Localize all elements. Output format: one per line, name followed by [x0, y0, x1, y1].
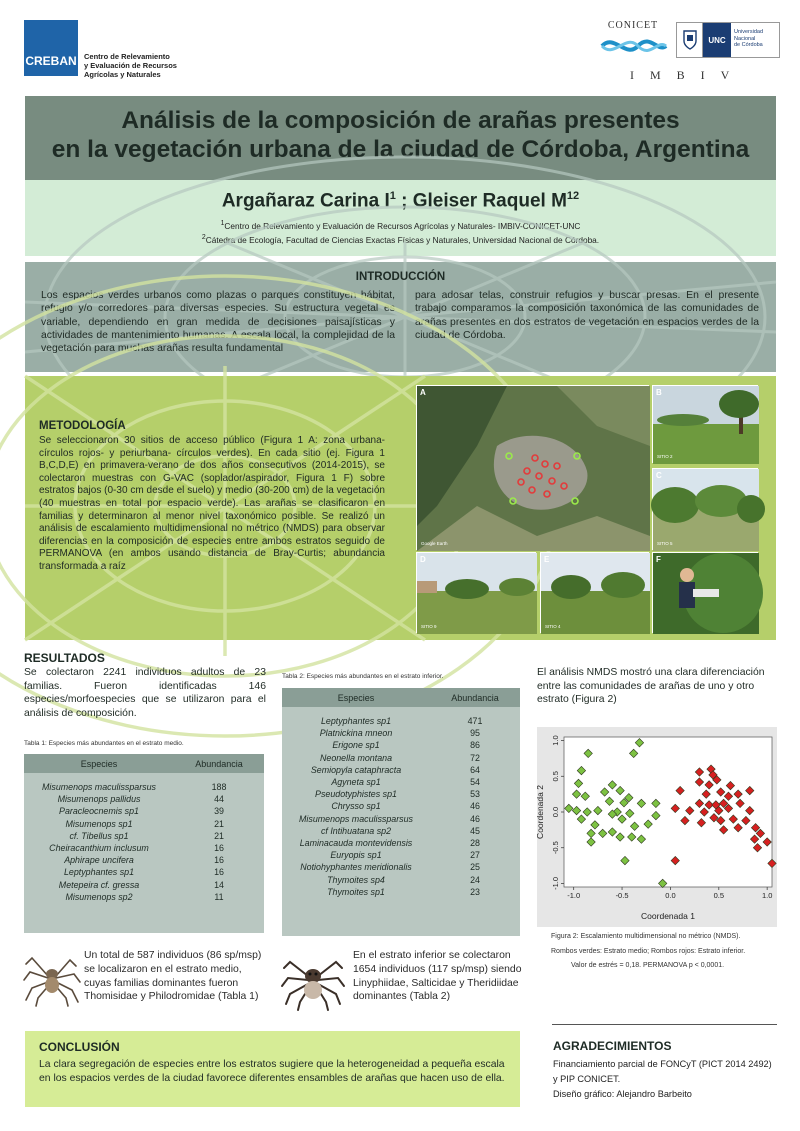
unc-name	[731, 23, 779, 57]
figure-1e-photo	[540, 552, 649, 633]
nmds-text: El análisis NMDS mostró una clara diferenciación entre las comunidades de arañas de uno y otro estrato (Figura 2)	[537, 667, 765, 705]
methods-text: Se seleccionaron 30 sitios de acceso público (Figura 1 A: zona urbana- círculos rojos- y periurbana- círculos verdes). En cada sitio (ej. Figura 1 B,C,D,E) en primavera-verano de dos años consecutivos (2014-2015), se colectaron muestras con G-VAC (soplador/aspirador, Figura 1 F) sobre estratos bajos (0-30 cm desde el suelo) y medio (30-200 cm) de la vegetación (40 muestras en total por espacio verde). Las arañas se clasificaron en familias y determinaron al menor nivel taxonómico posible. Se realizó un análisis de escalamiento multidimensional no métrico (NMDS) para observar diferencias en la composición de especies entre ambos estratos seguido de PERMANOVA (en ambos usando distancia de Bray-Curtis; abundancia transformada a raíz	[39, 435, 385, 572]
conclusion-section	[25, 1031, 520, 1107]
table-row	[282, 727, 520, 739]
photo-label-c: C	[656, 471, 662, 480]
author-2: ; Gleiser Raquel M	[395, 190, 567, 212]
photo-label-b: B	[656, 388, 662, 397]
author-1: Argañaraz Carina I	[221, 190, 390, 212]
affiliation-1-marker: 1	[220, 220, 225, 228]
x-tick-label: 1.0	[761, 891, 773, 900]
table-1-caption: Tabla 1: Especies más abundantes en el estrato medio.	[24, 740, 184, 747]
species-cell: Neonella montana	[319, 752, 393, 763]
creban-line: y Evaluación de Recursos	[84, 61, 177, 70]
abundance-cell: 54	[470, 777, 480, 788]
abundance-cell: 72	[470, 752, 480, 763]
satellite-map-image	[417, 386, 650, 551]
abundance-cell: 16	[214, 867, 224, 878]
abundance-cell: 95	[470, 728, 480, 739]
species-cell: Cheiracanthium inclusum	[49, 843, 149, 854]
methods-heading: METODOLOGÍA	[39, 420, 126, 432]
conclusion-text: La clara segregación de especies entre los estratos sugiere que la heterogeneidad a pequeña escala en los espacios verdes de la ciudad favorece diferentes ensambles de arañas que hacen uso de ella.	[39, 1059, 505, 1084]
conicet-logo	[596, 20, 670, 62]
x-tick-label: -1.0	[567, 891, 581, 900]
species-cell: Agyneta sp1	[331, 777, 381, 788]
table-2-body	[282, 707, 520, 898]
abundance-cell: 471	[467, 716, 483, 726]
abundance-cell: 46	[470, 801, 480, 812]
lower-stratum-summary: En el estrato inferior se colectaron 1654 individuos (117 sp/msp) siendo Linyphiidae, Salticidae y Theridiidae dominantes (Tabla 2)	[353, 950, 522, 1003]
intro-text-left: Los espacios verdes urbanos como plazas o parques constituyen hábitat, refugio y/o corredores para diversas especies. Su estructura vegetal es variable, dependiendo en gran medida de decisiones paisajísticas y actividades de mantenimiento humanas. A escala local, la complejidad de la vegetación para muchas arañas resulta fundamental	[41, 290, 395, 355]
park-photo-image	[541, 553, 650, 634]
species-cell: Euryopis sp1	[330, 850, 382, 861]
photo-site-d: SITIO 9	[421, 624, 437, 629]
acknowledgement-funding: Financiamiento parcial de FONCyT (PICT 2014 2492) y PIP CONICET.	[553, 1059, 772, 1084]
column-header-abundance: Abundancia	[451, 692, 499, 703]
species-cell: Misumenops maculissparsus	[42, 782, 156, 792]
table-2	[282, 688, 520, 936]
species-cell: Misumenops sp1	[65, 818, 133, 829]
middle-stratum-summary: Un total de 587 individuos (86 sp/msp) se localizaron en el estrato medio, cuyas familias dominantes fueron Thomisidae y Philodromidae (Tabla 1)	[84, 950, 262, 1003]
table-row	[282, 788, 520, 800]
abundance-cell: 53	[470, 789, 480, 800]
table-row	[282, 813, 520, 825]
results-heading: RESULTADOS	[24, 651, 105, 665]
abundance-cell: 44	[214, 794, 224, 805]
table-row	[24, 854, 264, 866]
table-row	[24, 793, 264, 805]
y-tick-label: 0.0	[551, 806, 560, 818]
abundance-cell: 45	[470, 825, 480, 836]
abundance-cell: 46	[470, 813, 480, 824]
unc-abbr: UNC	[703, 23, 731, 57]
table-row	[282, 764, 520, 776]
species-cell: Leptyphantes sp1	[63, 867, 135, 878]
table-row	[24, 842, 264, 854]
acknowledgement-design: Diseño gráfico: Alejandro Barbeito	[553, 1089, 692, 1099]
column-header-species: Especies	[337, 692, 375, 703]
conicet-word: CONICET	[607, 20, 659, 31]
table-row	[282, 837, 520, 849]
species-cell: Laminacauda montevidensis	[299, 838, 413, 849]
affiliation-2-text: Cátedra de Ecología, Facultad de Ciencias Exactas Físicas y Naturales, Universidad Nacional de Córdoba.	[205, 234, 600, 245]
species-cell: Thymoites sp1	[327, 886, 385, 897]
park-photo-image	[417, 553, 537, 634]
title-band	[25, 96, 776, 180]
caption-line: Valor de estrés = 0,18. PERMANOVA p < 0,0001.	[571, 962, 725, 969]
caption-line: Figura 2: Escalamiento multidimensional no métrico (NMDS).	[551, 933, 741, 940]
acknowledgements-divider	[552, 1024, 777, 1025]
conclusion-heading: CONCLUSIÓN	[39, 1040, 120, 1054]
affiliation-2-marker: 2	[201, 234, 206, 242]
caption-line: Rombos verdes: Estrato medio; Rombos rojos: Estrato inferior.	[551, 947, 746, 955]
species-cell: Semiopyla cataphracta	[310, 764, 402, 775]
species-cell: Aphirape uncifera	[64, 855, 134, 866]
photo-site-c: SITIO 5	[657, 541, 673, 546]
species-cell: Misumenops pallidus	[57, 794, 141, 805]
affiliation-1-text: Centro de Relevamiento y Evaluación de Recursos Agrícolas y Naturales- IMBIV-CONICET-UNC	[224, 221, 581, 232]
conicet-mark-icon	[596, 35, 670, 57]
author-1-affil: 1	[389, 190, 396, 202]
acknowledgements-text	[553, 1057, 777, 1102]
figure-1b-photo	[652, 385, 758, 463]
unc-line: Universidad	[734, 29, 764, 35]
table-row	[24, 830, 264, 842]
intro-section	[25, 262, 776, 372]
unc-line: de Córdoba	[734, 42, 763, 48]
figure-2-caption	[551, 930, 781, 974]
affiliation-1	[25, 218, 776, 232]
nmds-scatter-chart	[537, 727, 777, 927]
table-row	[24, 805, 264, 817]
acknowledgements-heading: AGRADECIMIENTOS	[553, 1039, 672, 1053]
photo-site-b: SITIO 2	[657, 454, 673, 459]
x-tick-label: -0.5	[615, 891, 629, 900]
abundance-cell: 23	[470, 886, 480, 897]
table-row	[282, 752, 520, 764]
creban-name	[84, 52, 177, 79]
poster-title-line-1: Análisis de la composición de arañas presentes	[121, 107, 680, 134]
abundance-cell: 21	[214, 818, 224, 829]
species-cell: Chrysso sp1	[331, 801, 381, 812]
species-cell: Paracleocnemis sp1	[59, 806, 139, 817]
creban-line: Centro de Relevamiento	[84, 52, 170, 61]
table-row	[282, 825, 520, 837]
abundance-cell: 27	[470, 850, 480, 861]
photo-site-e: SITIO 4	[545, 624, 561, 629]
species-cell: Thymoites sp4	[327, 874, 385, 885]
species-cell: cf. Tibellus sp1	[69, 830, 129, 841]
abundance-cell: 24	[470, 874, 480, 885]
x-axis-label: Coordenada 1	[641, 911, 695, 921]
creban-logo	[24, 20, 78, 76]
unc-shield-icon	[677, 23, 703, 57]
table-row	[24, 879, 264, 891]
results-text: Se colectaron 2241 individuos adultos de 23 familias. Fueron identificadas 146 especies/morfoespecies que se utilizaron para el análisis de composición.	[24, 667, 266, 719]
x-tick-label: 0.5	[713, 891, 725, 900]
table-2-caption: Tabla 2: Especies más abundantes en el estrato inferior.	[282, 673, 444, 680]
table-row	[282, 800, 520, 812]
intro-heading: INTRODUCCIÓN	[355, 271, 446, 283]
author-2-affil: 12	[566, 190, 580, 202]
y-tick-label: 0.5	[551, 771, 560, 782]
abundance-cell: 14	[214, 879, 224, 890]
poster-title-line-2: en la vegetación urbana de la ciudad de Córdoba, Argentina	[51, 136, 750, 163]
species-cell: Metepeira cf. gressa	[58, 879, 140, 890]
table-2-header	[282, 688, 520, 707]
abundance-cell: 16	[214, 855, 224, 866]
table-row	[282, 739, 520, 751]
abundance-cell: 21	[214, 830, 224, 841]
table-1	[24, 754, 264, 933]
affiliation-2	[25, 232, 776, 246]
abundance-cell: 188	[211, 782, 227, 792]
abundance-cell: 25	[470, 862, 480, 873]
nmds-figure	[537, 727, 777, 927]
y-tick-label: -1.0	[551, 876, 560, 890]
x-tick-label: 0.0	[665, 891, 676, 900]
species-cell: Platnickina mneon	[319, 728, 393, 739]
park-photo-image	[653, 386, 759, 464]
authors-band	[25, 180, 776, 256]
unc-logo	[676, 22, 780, 58]
imbiv-logo: IMBIV	[630, 68, 746, 82]
species-cell: Erigone sp1	[332, 740, 380, 751]
table-row	[24, 866, 264, 878]
abundance-cell: 11	[214, 891, 224, 902]
species-cell: Notiohyphantes meridionalis	[300, 862, 412, 873]
map-credit: Google Earth	[421, 541, 448, 546]
table-row	[282, 849, 520, 861]
species-cell: Leptyphantes sp1	[320, 716, 392, 726]
table-row	[282, 861, 520, 873]
species-cell: Misumenops maculissparsus	[299, 813, 413, 824]
creban-line: Agrícolas y Naturales	[84, 70, 161, 79]
y-axis-label: Coordenada 2	[535, 785, 545, 839]
table-row	[24, 781, 264, 793]
figure-1c-photo	[652, 468, 758, 550]
methods-section	[25, 376, 776, 640]
species-cell: Pseudotyphistes sp1	[315, 789, 397, 800]
table-row	[282, 874, 520, 886]
abundance-cell: 86	[470, 740, 480, 751]
column-header-species: Especies	[80, 758, 118, 769]
species-cell: Misumenops sp2	[65, 891, 133, 902]
table-row	[282, 776, 520, 788]
abundance-cell: 28	[470, 838, 480, 849]
table-row	[282, 715, 520, 727]
species-cell: cf Intihuatana sp2	[320, 825, 392, 836]
y-tick-label: 1.0	[551, 735, 560, 746]
sampling-photo-image	[653, 553, 759, 634]
abundance-cell: 16	[214, 843, 224, 854]
photo-label-f: F	[656, 555, 661, 564]
unc-line: Nacional	[734, 35, 756, 42]
table-row	[24, 818, 264, 830]
figure-1a-map	[416, 385, 649, 550]
photo-label-d: D	[420, 555, 426, 564]
table-row	[24, 891, 264, 903]
table-row	[282, 886, 520, 898]
abundance-cell: 39	[214, 806, 224, 817]
photo-label-e: E	[544, 555, 550, 564]
salticidae-spider-icon	[280, 954, 346, 1010]
intro-text-right: para adosar telas, construir refugios y buscar presas. En el presente trabajo comparamos la composición taxonómica de las comunidades de arañas presentes en dos estratos de vegetación en espacios verdes de la ciudad de Córdoba.	[415, 290, 759, 341]
creban-logo-text: CREBAN	[25, 54, 77, 68]
thomisidae-spider-icon	[24, 954, 80, 1006]
figure-1f-photo	[652, 552, 758, 633]
figure-1d-photo	[416, 552, 536, 633]
park-photo-image	[653, 469, 759, 551]
photo-label-a: A	[420, 388, 426, 397]
abundance-cell: 64	[470, 764, 480, 775]
table-1-body	[24, 773, 264, 903]
y-tick-label: -0.5	[551, 841, 560, 855]
table-1-header	[24, 754, 264, 773]
column-header-abundance: Abundancia	[195, 758, 243, 769]
